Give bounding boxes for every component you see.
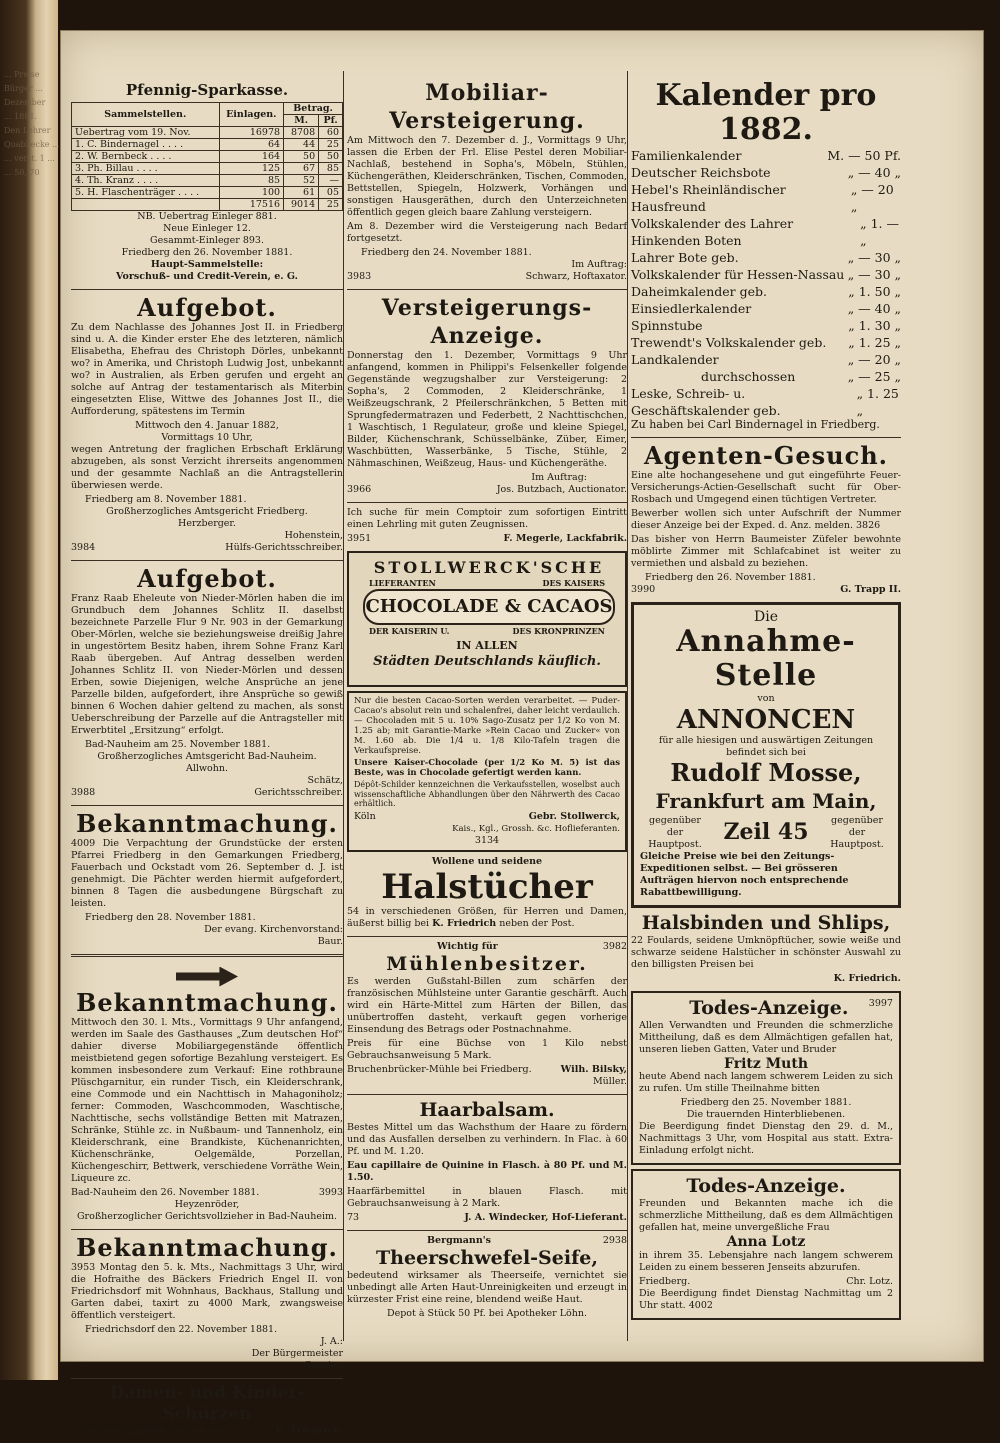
haarbalsam-body3: Haarfärbemittel in blauen Flasch. mit Gebrauchsanweisung à 2 Mark. [347, 1185, 627, 1209]
ad-number: 3953 [71, 1262, 96, 1273]
kalender-name: Lahrer Bote geb. [631, 250, 739, 265]
list-item [631, 385, 901, 419]
agenten-body2: Bewerber wollen sich unter Aufschrift der Nummer dieser Anzeige bei der Exped. d. Anz. melden. [631, 508, 901, 531]
sparkasse-title: Pfennig-Sparkasse. [125, 81, 289, 99]
cell: 50 [284, 151, 319, 163]
aufgebot-court: Großherzogliches Amtsgericht Bad-Nauheim. [97, 751, 317, 762]
todes-title: Todes-Anzeige. [686, 1175, 846, 1197]
haarbalsam-body: Bestes Mittel um das Wachsthum der Haare zu fördern und das Ausfallen derselben zu verhindern. In Flac. à 60 Pf. und M. 1.20. [347, 1121, 627, 1157]
seife-pre: Bergmann's [427, 1234, 491, 1246]
binding-text: Quabbecke ... [4, 140, 60, 149]
stollwerck-banner: CHOCOLADE & CACAOS [363, 589, 615, 625]
versteigerung-name: Jos. Butzbach, Auctionator. [496, 484, 627, 495]
todes-date: Friedberg den 25. November 1881. [680, 1097, 852, 1108]
kalender-price: „ — 20 „ [850, 182, 894, 214]
bekanntmachung-name: Garnier. [303, 1360, 343, 1371]
cell: 25 [319, 139, 343, 151]
mosse-city: Frankfurt am Main, [655, 788, 877, 813]
col-header: Betrag. [284, 103, 343, 115]
ad-number: 3984 [71, 542, 96, 553]
bekanntmachung-body: Die Verpachtung der Grundstücke der ersten Pfarrei Friedberg in den Gemarkungen Friedberg, Fauerbach und Ockstadt vom 26. September d. J. ist genehmigt. Die Pächter werden hiermit aufgefordert, binnen 8 Tagen die ausbedungene Bürgschaft zu leisten. [71, 838, 343, 909]
newspaper-page [60, 30, 984, 1436]
kalender-price: „ — 40 „ [847, 301, 901, 316]
aufgebot-body: Zu dem Nachlasse des Johannes Jost II. in Friedberg sind u. A. die Kinder erster Ehe des letzteren, nämlich Elisabetha, Ehefrau des Christoph Dörles, unbekannt wo? in Amerika, und Christoph Ludwig Jost, unbekannt wo? in Australien, als Erben gerufen und ergeht an solche auf Antrag der testamentarisch als Miterbin eingesetzten Elise, Wittwe des Johannes Jost II., die Aufforderung, spätestens im Termin [71, 322, 343, 417]
list-item [631, 334, 901, 351]
cell: 17516 [219, 199, 284, 211]
mosse-footer: Gleiche Preise wie bei den Zeitungs-Expeditionen selbst. — Bei grösseren Aufträgen hiervon noch entsprechende Rabattbewilligung. [640, 850, 849, 898]
kalender-name: Daheimkalender geb. [631, 284, 767, 299]
aufgebot-body2: wegen Antretung der fraglichen Erbschaft Erklärung abzugeben, als sonst Verzicht ihrerseits angenommen und der gesammte Nachlaß an die Antragstellerin überwiesen werde. [71, 444, 343, 491]
ad-number: 3982 [602, 940, 627, 952]
sparkasse-haupt: Haupt-Sammelstelle: [150, 259, 264, 270]
cell: 60 [319, 127, 343, 139]
list-item [631, 317, 901, 334]
stollwerck-body: Nur die besten Cacao-Sorten werden verarbeitet. — Puder-Cacao's absolut rein und schalenfrei, daher leicht verdaulich. — Chocoladen mit 5 u. 10% Sago-Zusatz per 1/2 Ko von M. 1.25 ab; mit Garantie-Marke »Rein Cacao und Zucker« von M. 1.60 ab. Die 1/4 u. 1/8 Kilo-Tafeln tragen die Verkaufspreise. [354, 696, 620, 756]
cell: 1. C. Bindernagel . . . . [72, 139, 220, 151]
binding-text: ... verst. 1 ... [4, 154, 55, 163]
stollwerck-text [347, 691, 627, 852]
bekanntmachung-date: Friedrichsdorf den 22. November 1881. [85, 1324, 278, 1335]
schuerzen-ad [71, 1383, 343, 1437]
halstuecher-name: K. Friedrich [432, 917, 497, 929]
mobiliar-ad [347, 79, 627, 283]
cell: 85 [219, 175, 284, 187]
seife-ad [347, 1235, 627, 1320]
aufgebot-court: Großherzogliches Amtsgericht Friedberg. [106, 506, 308, 517]
binding-text: ... 50, 70 [4, 168, 40, 177]
list-item [631, 368, 901, 385]
kalender-price: „ — 30 „ [847, 267, 901, 282]
halsbinden-body: 22 Foulards, seidene Umknöpftücher, sowie weiße und schwarze seidene Halstücher in schönster Auswahl zu den billigsten Preisen bei [631, 934, 901, 970]
schuerzen-name: K. Friedrich. [275, 1425, 343, 1436]
schuerzen-text: zu den billigsten Preisen bei [86, 1425, 223, 1436]
list-item [631, 215, 901, 249]
mosse-right: gegenüber der Hauptpost. [830, 814, 884, 850]
ad-number: 3990 [631, 584, 656, 595]
aufgebot-1 [71, 294, 343, 554]
bekanntmachung-title: Bekanntmachung. [76, 1233, 338, 1262]
sparkasse-table [71, 102, 343, 211]
seife-title: Theerschwefel-Seife, [376, 1246, 598, 1269]
kalender-name: Hebel's Rheinländischer Hausfreund [631, 182, 786, 214]
sparkasse-nb: NB. Uebertrag Einleger 881. [137, 211, 277, 222]
list-item [631, 249, 901, 266]
ad-number: 3966 [347, 484, 372, 495]
col-header: M. [284, 115, 319, 127]
sparkasse-date: Friedberg den 26. November 1881. [121, 247, 293, 258]
cell: — [319, 175, 343, 187]
cell: 100 [219, 187, 284, 199]
mobiliar-name: Schwarz, Hoftaxator. [525, 271, 627, 282]
bekanntmachung-body: Mittwoch den 30. l. Mts., Vormittags 9 Uhr anfangend, werden im Saale des Gasthauses „Zum deutschen Hof“ dahier diverse Mobiliargegenstände öffentlich meistbietend gegen sofortige Bezahlung versteigert. Es kommen insbesondere zum Verkauf: Eine rothbraune Plüschgarnitur, ein runder Tisch, ein Kleiderschrank, eine Commode und ein Nachttisch in Mahagoniholz; ferner: Commoden, Waschcommoden, Waschtische, Nachttische, sechs vollständige Betten mit Matrazen, Schränke, Stühle zc. in Nußbaum- und Tannenholz, ein Kleiderschrank, eine Brandkiste, Küchenanrichten, Küchenschränke, Oelgemälde, Porzellan, Küchengeschirr, Bettwerk, verschiedene Vorräthe Wein, Liqueure zc. [71, 1017, 343, 1184]
aufgebot-clerk2: Gerichtsschreiber. [254, 787, 343, 798]
sparkasse-gesammt: Gesammt-Einleger 893. [150, 235, 264, 246]
bekanntmachung-2 [71, 961, 343, 1223]
pointing-hand-icon [176, 967, 238, 987]
halstuecher-body: 54 in verschiedenen Größen, für Herren und Damen, äußerst billig bei [347, 905, 627, 929]
muehlen-body: Es werden Gußstahl-Billen zum schärfen der französischen Mühlsteine unter Garantie geschärft. Auch wird ein Härte-Mittel zum Härten der Billen, das unübertroffen dasteht, verkauft gegen vorherige Einsendung des Betrags oder Postnachnahme. [347, 975, 627, 1035]
bekanntmachung-ja: J. A.: [320, 1336, 343, 1347]
cell: 61 [284, 187, 319, 199]
mosse-zeil: Zeil 45 [723, 818, 809, 845]
kalender-price: „ 1. 25 „ [856, 386, 899, 418]
agenten-ad [631, 442, 901, 596]
col-header: Pf. [319, 115, 343, 127]
cell: 8708 [284, 127, 319, 139]
halsbinden-ad [631, 912, 901, 985]
stollwerck-bottom1: IN ALLEN [456, 639, 518, 652]
lehrling-body: Ich suche für mein Comptoir zum sofortigen Eintritt einen Lehrling mit guten Zeugnissen. [347, 507, 627, 530]
column-rule [343, 71, 344, 1341]
stollwerck-left-small: LIEFERANTEN [369, 578, 436, 588]
ad-number: 2938 [602, 1234, 627, 1246]
ad-number: 3826 [856, 520, 881, 531]
bekanntmachung-1 [71, 810, 343, 948]
bekanntmachung-sign: Der Bürgermeister [251, 1348, 343, 1359]
aufgebot-uhr: Vormittags 10 Uhr, [161, 432, 253, 443]
cell: 52 [284, 175, 319, 187]
stollwerck-ad-graphic [347, 551, 627, 687]
bekanntmachung-3 [71, 1234, 343, 1372]
bekanntmachung-date: Bad-Nauheim den 26. November 1881. [71, 1187, 260, 1198]
mosse-von: von [757, 692, 775, 704]
schuerzen-title: Damen- und Kinder-Schürzen [109, 1383, 305, 1424]
todes-body2: in ihrem 35. Lebensjahre nach langem schwerem Leiden zu einem besseren Jenseits abzurufen. [639, 1249, 893, 1273]
cell: 64 [219, 139, 284, 151]
kalender-name: Landkalender [631, 352, 719, 367]
muehlen-body2: Preis für eine Büchse von 1 Kilo nebst Gebrauchsanweisung 5 Mark. [347, 1037, 627, 1061]
aufgebot-clerk: Schätz, [307, 775, 343, 786]
table-row [72, 151, 343, 163]
binding-text: ... 1881. [4, 112, 38, 121]
kalender-price: „ — 30 „ [847, 250, 901, 265]
table-row [72, 175, 343, 187]
kalender-price: „ 1. 50 „ [848, 284, 901, 299]
sparkasse-verein: Vorschuß- und Credit-Verein, e. G. [116, 271, 298, 282]
lehrling-ad [347, 507, 627, 545]
table-total-row [72, 199, 343, 211]
cell: 25 [319, 199, 343, 211]
kalender-name: durchschossen [701, 369, 796, 384]
stollwerck-body2: Unsere Kaiser-Chocolade (per 1/2 Ko M. 5) ist das Beste, was in Chocolade gefertigt werden kann. [354, 758, 620, 778]
list-item [631, 300, 901, 317]
haarbalsam-body2: Eau capillaire de Quinine in Flasch. à 80 Pf. und M. 1.50. [347, 1159, 627, 1183]
aufgebot-judge: Herzberger. [178, 518, 236, 529]
stollwerck-city: Köln [354, 810, 376, 822]
haarbalsam-ad [347, 1099, 627, 1224]
kalender-price: „ 1. 30 „ [848, 318, 901, 333]
ad-number: 3983 [347, 271, 372, 282]
cell: 2. W. Bernbeck . . . . [72, 151, 220, 163]
muehlen-title: Mühlenbesitzer. [386, 952, 588, 975]
bekanntmachung-sign: Der evang. Kirchenvorstand: [204, 924, 343, 935]
cell: 16978 [219, 127, 284, 139]
mosse-annoncen: ANNONCEN [676, 704, 856, 735]
bekanntmachung-name: Heyzenröder, [174, 1199, 240, 1210]
book-binding [0, 0, 58, 1380]
halstuecher-title: Halstücher [381, 866, 593, 907]
bekanntmachung-name: Baur. [317, 936, 343, 947]
versteigerung-body: Donnerstag den 1. Dezember, Vormittags 9 Uhr anfangend, kommen in Philippi's Felsenkeller folgende Gegenstände wegzugshalber zur Versteigerung: 2 Sopha's, 2 Commoden, 2 Kleiderschränke, 1 Weißzeugschrank, 2 Pfeilerschränkchen, 5 Betten mit Sprungfedermatrazen und Federbett, 2 Nachttischchen, 1 Waschtisch, 1 Regulateur, große und kleine Spiegel, Bilder, Küchenschrank, Schüsselbänke, Züber, Eimer, Waschbütten, Wasserbänke, 5 Tische, Stühle, 2 Nähmaschinen, Weißzeug, Haus- und Küchengeräthe. [347, 350, 627, 469]
aufgebot-date: Friedberg am 8. November 1881. [85, 494, 247, 505]
ad-number: 4009 [71, 838, 96, 849]
cell: 3. Ph. Billau . . . . [72, 163, 220, 175]
halsbinden-name: K. Friedrich. [833, 972, 901, 984]
muehlen-pre: Wichtig für [437, 940, 498, 952]
stollwerck-right-small: DES KAISERS [542, 578, 605, 588]
todes-body3: Die Beerdigung findet Dienstag den 29. d. M., Nachmittags 3 Uhr, vom Hospital aus statt. Extra-Einladung erfolgt nicht. [639, 1121, 893, 1156]
binding-text: Bürger ... [4, 84, 43, 93]
seife-depot: Depot à Stück 50 Pf. bei Apotheker Löhn. [386, 1307, 588, 1319]
table-row [72, 139, 343, 151]
mosse-title: Annahme-Stelle [676, 623, 856, 693]
col-header: Sammelstellen. [72, 103, 220, 127]
mosse-die: Die [754, 609, 778, 625]
ad-number: 3134 [474, 834, 500, 846]
table-row [72, 127, 343, 139]
column-middle [347, 79, 627, 1326]
todes-body3: Die Beerdigung findet Dienstag Nachmittag um 2 Uhr statt. [639, 1287, 893, 1311]
todes-anzeige-1 [631, 991, 901, 1166]
kalender-name: Spinnstube [631, 318, 703, 333]
halstuecher-post: neben der Post. [499, 917, 575, 929]
cell: Uebertrag vom 19. Nov. [72, 127, 220, 139]
mobiliar-ia: Im Auftrag: [571, 259, 627, 270]
todes-body: Freunden und Bekannten mache ich die schmerzliche Mittheilung, daß es dem Allmächtigen gefallen hat, meine unvergeßliche Frau [639, 1198, 893, 1233]
cell: 85 [319, 163, 343, 175]
ad-number: 3993 [318, 1187, 343, 1198]
list-item [631, 351, 901, 368]
halstuecher-pre: Wollene und seidene [431, 855, 543, 867]
stollwerck-bottom2: Städten Deutschlands käuflich. [373, 654, 601, 669]
kalender-name: Leske, Schreib- u. Geschäftskalender geb. [631, 386, 781, 418]
agenten-date: Friedberg den 26. November 1881. [645, 572, 816, 583]
cell: 125 [219, 163, 284, 175]
cell: 4. Th. Kranz . . . . [72, 175, 220, 187]
bekanntmachung-role: Großherzoglicher Gerichtsvollzieher in Bad-Nauheim. [76, 1211, 338, 1222]
aufgebot-2 [71, 565, 343, 799]
stollwerck-arc: STOLLWERCK'SCHE [373, 558, 605, 577]
bekanntmachung-date: Friedberg den 28. November 1881. [85, 912, 256, 923]
table-row [72, 187, 343, 199]
todes-name: Anna Lotz [726, 1234, 806, 1250]
versteigerung-ad [347, 294, 627, 496]
ad-number: 3988 [71, 787, 96, 798]
stollwerck-firm: Gebr. Stollwerck, [528, 810, 620, 822]
stollwerck-left2: DER KAISERIN U. [369, 626, 450, 636]
agenten-body3: Das bisher von Herrn Baumeister Züfeler bewohnte möblirte Zimmer mit Schlafcabinet ist weiter zu vermiethen und alsbald zu beziehen. [631, 534, 901, 569]
list-item [631, 283, 901, 300]
bekanntmachung-body: Montag den 5. k. Mts., Nachmittags 3 Uhr, wird die Hofraithe des Bäckers Friedrich Engel II. von Friedrichsdorf mit Wohnhaus, Backhaus, Stallung und Garten dabei, taxirt zu 4000 Mark, zwangsweise öffentlich versteigert. [71, 1262, 343, 1321]
sparkasse-neue: Neue Einleger 12. [163, 223, 251, 234]
kalender-footer: Zu haben bei Carl Bindernagel in Friedberg. [631, 418, 880, 431]
mobiliar-body2: Am 8. Dezember wird die Versteigerung nach Bedarf fortgesetzt. [347, 221, 627, 244]
aufgebot-body: Franz Raab Eheleute von Nieder-Mörlen haben die im Grundbuch dem Johannes Schlitz II. daselbst bezeichnete Parzelle Flur 9 Nr. 903 in der Gemarkung Ober-Mörlen, welche sie beziehungsweise dreißig Jahre in ungestörtem Besitz haben, ihrem Sohne Franz Karl Raab übergeben. Auf Antrag desselben werden Johannes Schlitz II. von Nieder-Mörlen und dessen Erben, sowie Diejenigen, welche Ansprüche an jene Parzelle bilden, aufgefordert, ihre Ansprüche so gewiß binnen 6 Wochen dahier geltend zu machen, als sonst Ueberschreibung der Parzelle auf die Antragsteller mit Erwerbtitel „Ersitzung“ erfolgt. [71, 593, 343, 736]
todes-anzeige-2 [631, 1169, 901, 1320]
versteigerung-title: Versteigerungs-Anzeige. [381, 295, 593, 349]
aufgebot-title: Aufgebot. [137, 293, 277, 322]
aufgebot-judge: Allwohn. [185, 763, 229, 774]
todes-body: Allen Verwandten und Freunden die schmerzliche Mittheilung, daß es dem Allmächtigen gefallen hat, unseren lieben Gatten, Vater und Bruder [639, 1019, 893, 1055]
kalender-title: Kalender pro 1882. [655, 78, 877, 147]
aufgebot-title: Aufgebot. [137, 564, 277, 593]
mobiliar-title: Mobiliar-Versteigerung. [389, 80, 585, 134]
todes-sign: Die trauernden Hinterbliebenen. [686, 1109, 846, 1120]
mosse-ad [631, 602, 901, 908]
kalender-name: Trewendt's Volkskalender geb. [631, 335, 827, 350]
cell: 05 [319, 187, 343, 199]
list-item [631, 181, 901, 215]
kalender-price: „ 1. — „ [860, 216, 900, 248]
table-row [72, 163, 343, 175]
cell: 67 [284, 163, 319, 175]
ad-number: 4002 [688, 1299, 713, 1311]
column-rule [627, 71, 628, 1341]
kalender-price: M. — 50 Pf. [827, 148, 901, 163]
cell: 164 [219, 151, 284, 163]
ad-number: 3951 [347, 533, 372, 544]
kalender-ad [631, 79, 901, 431]
binding-text: Dezember [4, 98, 46, 107]
haarbalsam-name: J. A. Windecker, Hof-Lieferant. [464, 1211, 627, 1223]
mosse-left: gegenüber der Hauptpost. [648, 814, 702, 850]
sparkasse-ad [71, 79, 343, 283]
aufgebot-clerk: Hohenstein, [284, 530, 343, 541]
kalender-name: Volkskalender für Hessen-Nassau [631, 267, 845, 282]
cell: 44 [284, 139, 319, 151]
cell: 50 [319, 151, 343, 163]
todes-body2: heute Abend nach langem schwerem Leiden zu sich zu rufen. Um stille Theilnahme bitten [639, 1071, 893, 1094]
list-item [631, 147, 901, 164]
column-right [631, 79, 901, 1324]
muehlen-ad [347, 941, 627, 1088]
todes-place: Friedberg. [639, 1275, 691, 1287]
mosse-name: Rudolf Mosse, [670, 757, 862, 787]
kalender-price: „ — 40 „ [847, 165, 901, 180]
mobiliar-date: Friedberg den 24. November 1881. [361, 247, 532, 258]
list-item [631, 266, 901, 283]
halsbinden-title: Halsbinden und Shlips, [641, 911, 891, 934]
bekanntmachung-title: Bekanntmachung. [76, 988, 338, 1017]
kalender-name: Deutscher Reichsbote [631, 165, 771, 180]
agenten-body: Eine alte hochangesehene und gut eingeführte Feuer-Versicherungs-Actien-Gesellschaft sucht für Ober-Rosbach und Umgegend einen tüchtigen Vertreter. [631, 470, 901, 505]
aufgebot-date: Bad-Nauheim am 25. November 1881. [85, 739, 271, 750]
lehrling-name: F. Megerle, Lackfabrik. [503, 533, 627, 544]
versteigerung-ia: Im Auftrag: [531, 472, 587, 483]
kalender-price: „ 1. 25 „ [848, 335, 901, 350]
aufgebot-termin: Mittwoch den 4. Januar 1882, [135, 420, 279, 431]
kalender-name: Familienkalender [631, 148, 742, 163]
kalender-price: „ — 25 „ [847, 369, 901, 384]
seife-body: bedeutend wirksamer als Theerseife, vernichtet sie unbedingt alle Arten Haut-Unreinigkeiten und erzeugt in kürzester Frist eine reine, blendend weiße Haut. [347, 1269, 627, 1305]
todes-name: Fritz Muth [724, 1055, 808, 1072]
halstuecher-ad [347, 856, 627, 930]
agenten-title: Agenten-Gesuch. [643, 441, 889, 470]
stollwerck-firm2: Kais., Kgl., Grossh. &c. Hoflieferanten. [452, 823, 620, 834]
cell: 9014 [284, 199, 319, 211]
cell: 5. H. Flaschenträger . . . . [72, 187, 220, 199]
col-header: Einlagen. [219, 103, 284, 127]
todes-sign: Chr. Lotz. [846, 1275, 893, 1287]
muehlen-place: Bruchenbrücker-Mühle bei Friedberg. [347, 1063, 532, 1075]
mosse-body: für alle hiesigen und auswärtigen Zeitungen befindet sich bei [658, 734, 874, 758]
list-item [631, 164, 901, 181]
bekanntmachung-title: Bekanntmachung. [76, 809, 338, 838]
kalender-price: „ — 20 „ [847, 352, 901, 367]
muehlen-role: Müller. [592, 1075, 627, 1087]
stollwerck-body3: Dépôt-Schilder kennzeichnen die Verkaufsstellen, woselbst auch wissenschaftliche Abhandlungen über den Nährwerth des Cacao erhältlich. [354, 780, 620, 808]
muehlen-name: Wilh. Bilsky, [560, 1063, 627, 1075]
binding-text: Den Lehrer [4, 126, 51, 135]
binding-text: ... Preise [4, 70, 40, 79]
stollwerck-right2: DES KRONPRINZEN [512, 626, 605, 636]
ad-number: 3997 [868, 997, 893, 1009]
haarbalsam-title: Haarbalsam. [419, 1098, 555, 1121]
ad-number: 73 [347, 1211, 360, 1223]
ad-number: 71 [71, 1425, 84, 1436]
column-left [71, 79, 343, 1443]
cell [72, 199, 220, 211]
agenten-name: G. Trapp II. [840, 584, 901, 595]
kalender-name: Volkskalender des Lahrer Hinkenden Boten [631, 216, 794, 248]
aufgebot-clerk2: Hülfs-Gerichtsschreiber. [225, 542, 343, 553]
kalender-name: Einsiedlerkalender [631, 301, 752, 316]
mobiliar-body: Am Mittwoch den 7. Dezember d. J., Vormittags 9 Uhr, lassen die Erben der Frl. Elise Pestel deren Mobiliar-Nachlaß, bestehend in Sopha's, Möbeln, Stühlen, Küchengeräthen, Kleiderschränken, Tischen, Commoden, Bettstellen, Spiegeln, Holzwerk, Vorhängen und sonstigen Hausgeräthen, durch den Unterzeichneten öffentlich gegen gleich baare Zahlung versteigern. [347, 135, 627, 218]
todes-title: Todes-Anzeige. [689, 996, 849, 1019]
